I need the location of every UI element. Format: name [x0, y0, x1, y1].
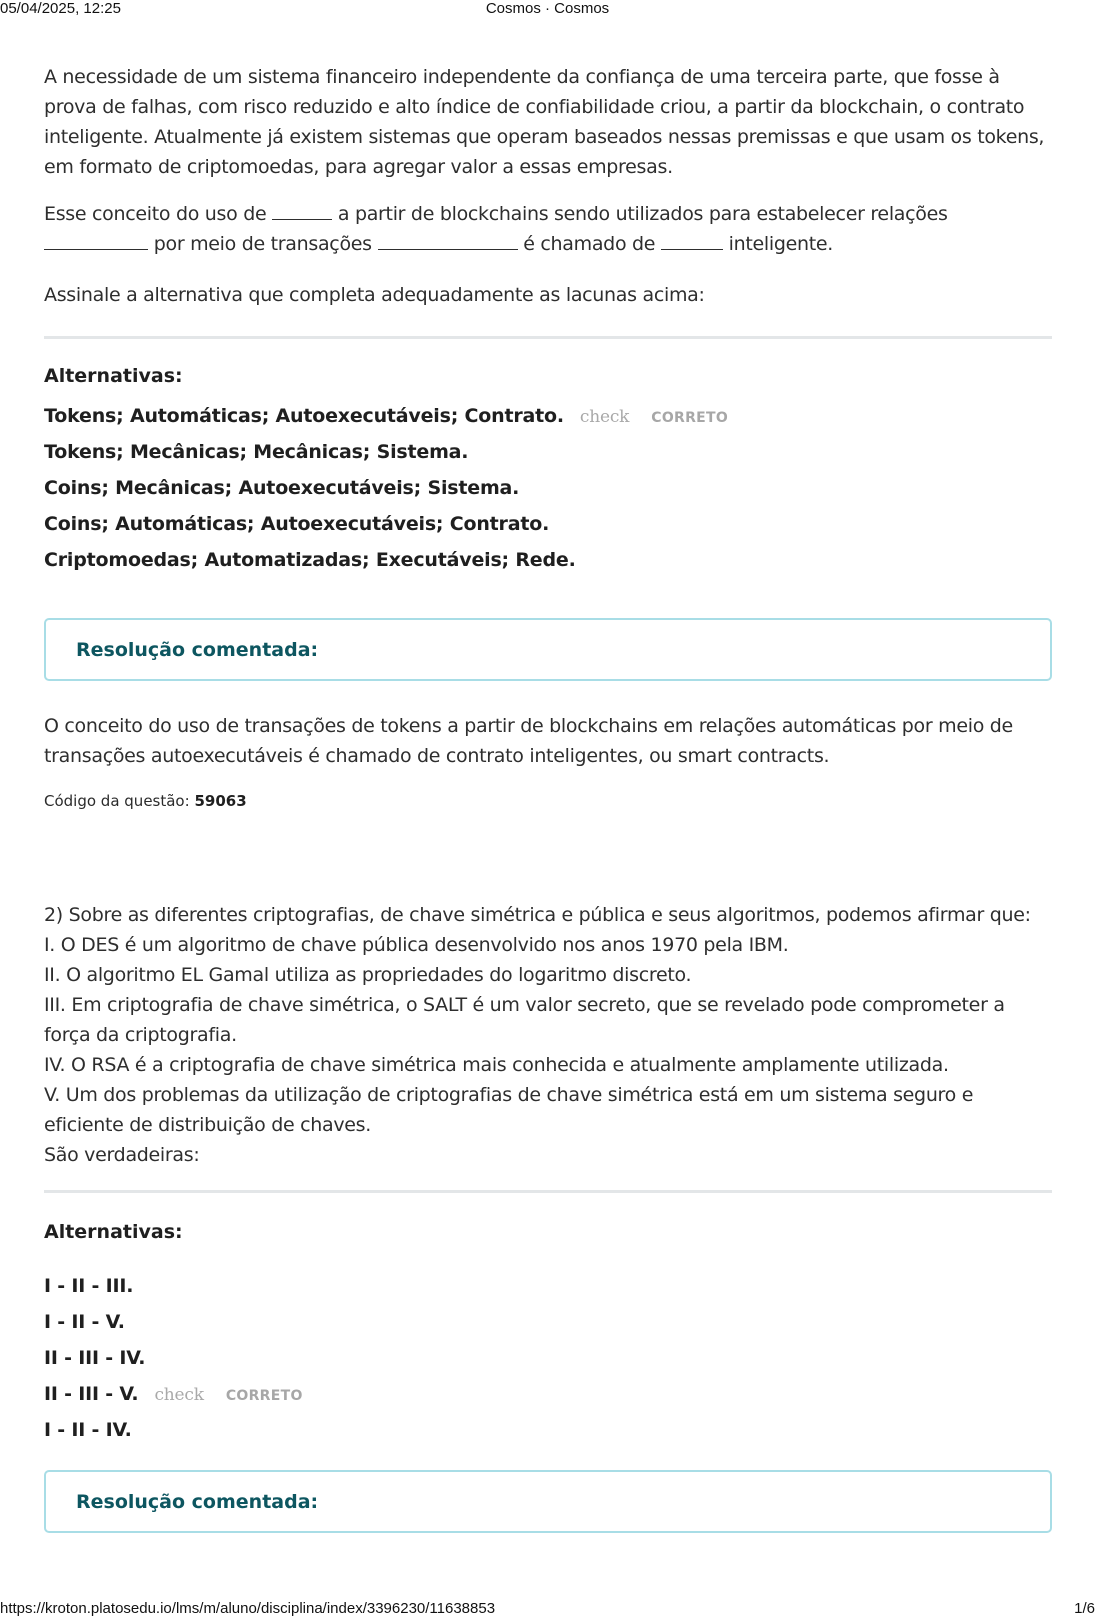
check-icon: check — [579, 407, 630, 427]
alternatives-heading: Alternativas: — [44, 365, 183, 387]
alternative-item[interactable]: Tokens; Mecânicas; Mecânicas; Sistema. — [44, 441, 469, 463]
question-1-fill-text: Esse conceito do uso de a partir de blockchains sendo utilizados para estabelecer relações por meio de transações é chamado de inteligente. — [44, 199, 1052, 259]
resolution-title: Resolução comentada: — [76, 638, 319, 661]
question-2-ask: São verdadeiras: — [44, 1144, 200, 1166]
correct-badge: CORRETO — [651, 410, 729, 426]
alternative-item[interactable]: I - II - V. — [44, 1311, 125, 1333]
alternative-item[interactable]: Coins; Mecânicas; Autoexecutáveis; Sistema. — [44, 477, 520, 499]
correct-badge: CORRETO — [225, 1388, 303, 1404]
resolution-box[interactable] — [44, 618, 1052, 681]
blank-1 — [272, 199, 332, 220]
question-2-statements — [44, 900, 1052, 1170]
resolution-title: Resolução comentada: — [76, 1490, 319, 1513]
print-url: https://kroton.platosedu.io/lms/m/aluno/disciplina/index/3396230/11638853 — [0, 1600, 496, 1617]
question-1-intro: A necessidade de um sistema financeiro independente da confiança de uma terceira parte, que fosse à prova de falhas, com risco reduzido e alto índice de confiabilidade criou, a partir da blockchain, o contrato inteligente. Atualmente já existem sistemas que operam baseados nessas premissas e que usam os tokens, em formato de criptomoedas, para agregar valor a essas empresas. — [44, 66, 1045, 178]
divider — [44, 1190, 1052, 1193]
question-code: Código da questão: 59063 — [44, 792, 247, 810]
alternative-item[interactable]: Coins; Automáticas; Autoexecutáveis; Contrato. — [44, 513, 550, 535]
question-1-instruction: Assinale a alternativa que completa adequadamente as lacunas acima: — [44, 284, 705, 306]
divider — [44, 336, 1052, 339]
alternative-item[interactable]: II - III - IV. — [44, 1347, 146, 1369]
check-icon: check — [154, 1385, 204, 1405]
resolution-box[interactable] — [44, 1470, 1052, 1533]
print-page-title: Cosmos · Cosmos — [485, 0, 610, 17]
statement-1: I. O DES é um algoritmo de chave pública desenvolvido nos anos 1970 pela IBM. — [44, 934, 789, 956]
question-2 — [44, 900, 1052, 1540]
alternative-item[interactable]: Tokens; Automáticas; Autoexecutáveis; Contrato. check CORRETO — [44, 405, 729, 427]
question-1-alternatives — [44, 398, 1052, 578]
blank-2 — [44, 229, 148, 250]
question-2-alternatives — [44, 1268, 1052, 1448]
print-footer — [0, 1600, 1095, 1622]
blank-4 — [661, 229, 723, 250]
print-datetime: 05/04/2025, 12:25 — [0, 0, 121, 17]
alternative-item[interactable]: I - II - III. — [44, 1275, 134, 1297]
blank-3 — [378, 229, 518, 250]
alternative-item[interactable]: I - II - IV. — [44, 1419, 132, 1441]
resolution-text: O conceito do uso de transações de tokens a partir de blockchains em relações automáticas por meio de transações autoexecutáveis é chamado de contrato inteligentes, ou smart contracts. — [44, 715, 1013, 767]
statement-3: III. Em criptografia de chave simétrica, o SALT é um valor secreto, que se revelado pode comprometer a força da criptografia. — [44, 994, 1005, 1046]
print-page-number: 1/6 — [1074, 1600, 1095, 1617]
alternative-item[interactable]: Criptomoedas; Automatizadas; Executáveis; Rede. — [44, 549, 576, 571]
alternatives-heading: Alternativas: — [44, 1221, 183, 1243]
statement-2: II. O algoritmo EL Gamal utiliza as propriedades do logaritmo discreto. — [44, 964, 692, 986]
statement-4: IV. O RSA é a criptografia de chave simétrica mais conhecida e atualmente amplamente utilizada. — [44, 1054, 949, 1076]
statement-5: V. Um dos problemas da utilização de criptografias de chave simétrica está em um sistema seguro e eficiente de distribuição de chaves. — [44, 1084, 974, 1136]
alternative-item[interactable]: II - III - V. check CORRETO — [44, 1383, 303, 1405]
question-2-prompt: 2) Sobre as diferentes criptografias, de chave simétrica e pública e seus algoritmos, podemos afirmar que: — [44, 904, 1031, 926]
question-1 — [44, 62, 1052, 822]
print-header — [0, 0, 1095, 22]
question-code-value: 59063 — [194, 792, 247, 810]
